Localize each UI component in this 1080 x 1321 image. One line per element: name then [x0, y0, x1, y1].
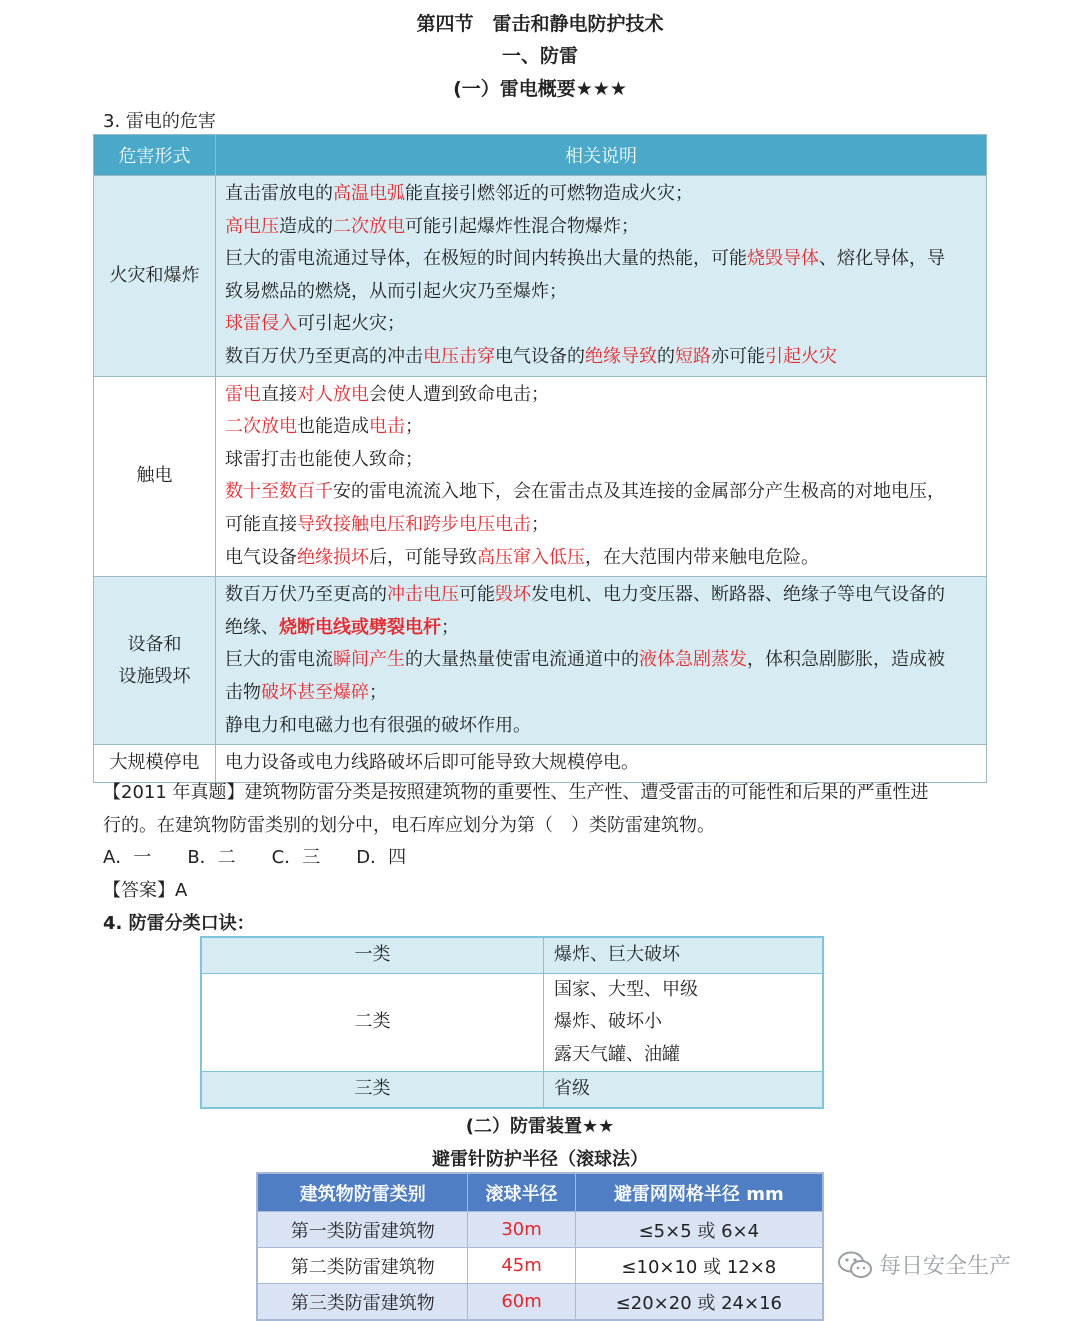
hazard-form: 大规模停电: [94, 745, 216, 783]
section-title: 第四节 雷击和静电防护技术: [416, 13, 664, 35]
description-line: 电气设备绝缘损坏后，可能导致高压窜入低压，在大范围内带来触电危险。: [225, 546, 819, 568]
radius-row: [257, 1212, 823, 1248]
ball-radius: 60m: [468, 1284, 575, 1321]
description-line: 静电力和电磁力也有很强的破坏作用。: [225, 714, 531, 736]
item-3-heading: 3. 雷电的危害: [103, 111, 216, 132]
radius-row: [257, 1248, 823, 1284]
watermark-text: 每日安全生产: [879, 1254, 1012, 1279]
hazard-description: [216, 176, 987, 377]
class-row: [201, 973, 823, 1072]
hazard-row: [94, 176, 987, 377]
subsection-title-1: (一）雷电概要★★★: [453, 78, 627, 100]
building-class: 第一类防雷建筑物: [257, 1212, 468, 1248]
ball-radius: 45m: [468, 1248, 575, 1284]
exam-options: A．一 B．二 C．三 D．四: [103, 847, 407, 868]
hazard-description: [216, 745, 987, 783]
radius-header: 滚球半径: [468, 1173, 575, 1212]
wechat-icon: [837, 1250, 873, 1280]
hazard-row: [94, 376, 987, 577]
class-keywords: 省级: [544, 1072, 824, 1108]
description-line: 绝缘、烧断电线或劈裂电杆；: [225, 616, 459, 638]
description-line: 二次放电也能造成电击；: [225, 416, 423, 438]
class-keywords: 国家、大型、甲级 爆炸、破坏小 露天气罐、油罐: [544, 973, 824, 1072]
radius-row: [257, 1284, 823, 1321]
mesh-size: ≤10×10 或 12×8: [575, 1248, 823, 1284]
class-name: 一类: [201, 937, 544, 973]
hazard-form: 设备和 设施毁坏: [94, 577, 216, 745]
hazard-col-form: 危害形式: [94, 135, 216, 176]
class-keywords: 爆炸、巨大破坏: [544, 937, 824, 973]
description-line: 数百万伏乃至更高的冲击电压可能毁坏发电机、电力变压器、断路器、绝缘子等电气设备的: [225, 584, 945, 606]
hazard-description: [216, 577, 987, 745]
ball-radius: 30m: [468, 1212, 575, 1248]
radius-table-title: 避雷针防护半径（滚球法）: [432, 1149, 648, 1170]
building-class: 第三类防雷建筑物: [257, 1284, 468, 1321]
building-class: 第二类防雷建筑物: [257, 1248, 468, 1284]
class-table: [200, 936, 824, 1109]
exam-question-line-1: 【2011 年真题】建筑物防雷分类是按照建筑物的重要性、生产性、遭受雷击的可能性和后果的严重性进: [103, 782, 929, 803]
part-title: 一、防雷: [501, 45, 578, 67]
description-line: 高电压造成的二次放电可能引起爆炸性混合物爆炸；: [225, 215, 639, 237]
radius-header: 避雷网网格半径 mm: [575, 1173, 823, 1212]
hazard-row: [94, 745, 987, 783]
mesh-size: ≤5×5 或 6×4: [575, 1212, 823, 1248]
description-line: 电力设备或电力线路破坏后即可能导致大规模停电。: [225, 752, 639, 774]
hazard-row: [94, 577, 987, 745]
description-line: 直击雷放电的高温电弧能直接引燃邻近的可燃物造成火灾；: [225, 183, 693, 204]
mesh-size: ≤20×20 或 24×16: [575, 1284, 823, 1321]
class-name: 二类: [201, 973, 544, 1072]
exam-answer: 【答案】A: [103, 880, 188, 901]
description-line: 击物破坏甚至爆碎；: [225, 681, 387, 703]
hazard-form: 触电: [94, 376, 216, 577]
class-name: 三类: [201, 1072, 544, 1108]
subsection-title-2: (二）防雷装置★★: [465, 1116, 615, 1137]
description-line: 球雷侵入可引起火灾；: [225, 313, 405, 335]
radius-header: 建筑物防雷类别: [257, 1173, 468, 1212]
description-line: 雷电直接对人放电会使人遭到致命电击；: [225, 383, 549, 405]
hazard-col-desc: 相关说明: [216, 135, 987, 176]
exam-question-line-2: 行的。在建筑物防雷类别的划分中，电石库应划分为第（ ）类防雷建筑物。: [103, 815, 715, 836]
description-line: 巨大的雷电流瞬间产生的大量热量使雷电流通道中的液体急剧蒸发，体积急剧膨胀，造成被: [225, 649, 945, 671]
description-line: 巨大的雷电流通过导体，在极短的时间内转换出大量的热能，可能烧毁导体、熔化导体，导: [225, 248, 945, 270]
class-row: [201, 937, 823, 973]
hazard-form: 火灾和爆炸: [94, 176, 216, 377]
description-line: 球雷打击也能使人致命；: [225, 448, 423, 470]
description-line: 数百万伏乃至更高的冲击电压击穿电气设备的绝缘导致的短路亦可能引起火灾: [225, 345, 837, 367]
item-4-heading: 4. 防雷分类口诀：: [103, 913, 255, 934]
class-row: [201, 1072, 823, 1108]
description-line: 可能直接导致接触电压和跨步电压电击；: [225, 513, 549, 535]
radius-table: [256, 1172, 824, 1321]
hazard-table: [93, 134, 987, 783]
watermark: [837, 1249, 1011, 1280]
description-line: 致易燃品的燃烧，从而引起火灾乃至爆炸；: [225, 280, 567, 302]
description-line: 数十至数百千安的雷电流流入地下，会在雷击点及其连接的金属部分产生极高的对地电压，: [225, 481, 945, 503]
hazard-description: [216, 376, 987, 577]
